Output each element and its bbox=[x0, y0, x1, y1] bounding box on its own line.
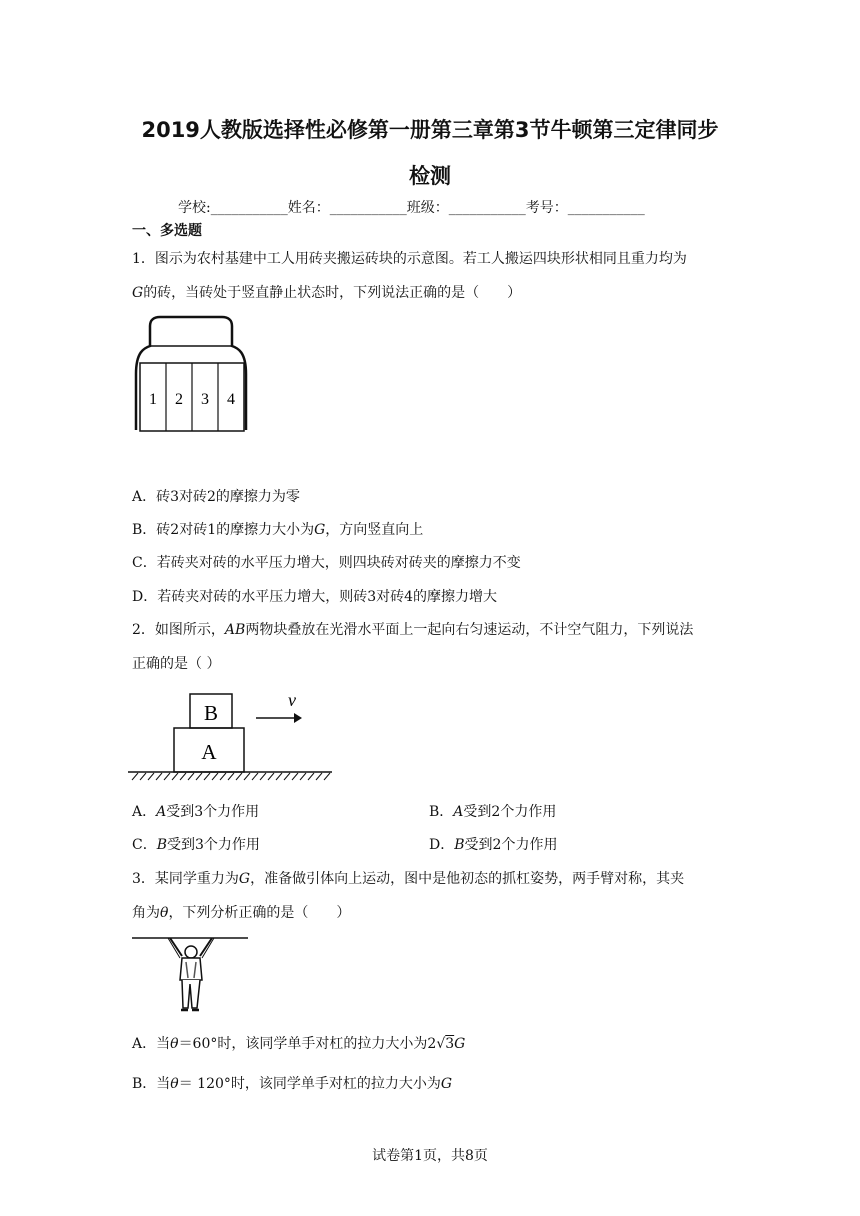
brick-label-2: 2 bbox=[175, 391, 183, 408]
q3-option-a-mid: 时，该同学单手对杠的拉力大小为 bbox=[217, 1036, 428, 1052]
q3-option-b bbox=[132, 1073, 452, 1093]
q1-option-b-text: B．砖2对砖1的摩擦力大小为 bbox=[132, 522, 315, 538]
q3-option-b-var: θ bbox=[170, 1076, 179, 1092]
q2-option-c bbox=[132, 834, 260, 854]
q2-option-b-pre: B． bbox=[429, 804, 454, 820]
section-heading: 一、多选题 bbox=[132, 223, 202, 239]
q1-stem-line1: 1．图示为农村基建中工人用砖夹搬运砖块的示意图。若工人搬运四块形状相同且重力均为 bbox=[132, 251, 687, 267]
page-footer: 试卷第1页，共8页 bbox=[372, 1148, 488, 1164]
q2-stem-var: AB bbox=[224, 622, 246, 638]
q2-option-c-pre: C． bbox=[132, 837, 157, 853]
q1-stem-rest: 的砖，当砖处于竖直静止状态时，下列说法正确的是（ ） bbox=[143, 285, 522, 301]
q2-option-b-var: A bbox=[453, 804, 464, 820]
q3-option-a-var: θ bbox=[170, 1036, 179, 1052]
q2-option-c-var: B bbox=[156, 837, 168, 853]
q1-option-b bbox=[132, 519, 423, 539]
q2-option-a-pre: A． bbox=[132, 804, 157, 820]
pull-up-figure bbox=[130, 932, 250, 1014]
q2-option-b bbox=[429, 801, 556, 821]
q1-option-a: A．砖3对砖2的摩擦力为零 bbox=[132, 489, 300, 505]
student-info-line: 学校:___________姓名：___________班级：___________考号：___________ bbox=[178, 200, 645, 216]
q3-option-b-mid: 时，该同学单手对杠的拉力大小为 bbox=[230, 1076, 441, 1092]
q1-stem-line2 bbox=[132, 282, 521, 302]
q3-stem2-pre: 角为 bbox=[132, 905, 160, 921]
q2-option-a-rest: 受到3个力作用 bbox=[166, 804, 260, 820]
q3-stem2-var: θ bbox=[160, 905, 169, 921]
q2-option-a bbox=[132, 801, 259, 821]
q1-option-b-rest: ，方向竖直向上 bbox=[325, 522, 424, 538]
q1-option-c: C．若砖夹对砖的水平压力增大，则四块砖对砖夹的摩擦力不变 bbox=[132, 555, 521, 571]
q2-option-a-var: A bbox=[156, 804, 167, 820]
q2-option-c-rest: 受到3个力作用 bbox=[167, 837, 260, 853]
q3-option-a-coef: 2 bbox=[427, 1036, 437, 1052]
brick-label-1: 1 bbox=[149, 391, 157, 408]
block-b-label: B bbox=[203, 701, 219, 725]
q3-stem2-rest: ，下列分析正确的是（ ） bbox=[168, 905, 351, 921]
q3-stem-line2 bbox=[132, 902, 350, 922]
q2-option-d-var: B bbox=[454, 837, 465, 853]
brick-label-4: 4 bbox=[227, 391, 235, 408]
stacked-blocks-figure bbox=[128, 688, 334, 784]
block-a-label: A bbox=[201, 740, 217, 764]
q1-option-b-var: G bbox=[314, 522, 326, 538]
q3-option-a bbox=[132, 1033, 465, 1053]
q2-stem-pre: 2．如图所示， bbox=[132, 622, 225, 638]
brick-clamp-figure bbox=[128, 312, 258, 437]
q3-option-a-pre: A．当 bbox=[132, 1036, 171, 1052]
velocity-label: v bbox=[288, 690, 296, 710]
q3-option-b-eq: ＝ 120° bbox=[178, 1076, 231, 1092]
q3-stem-rest: ，准备做引体向上运动，图中是他初态的抓杠姿势，两手臂对称，其夹 bbox=[250, 871, 685, 887]
q2-option-b-rest: 受到2个力作用 bbox=[463, 804, 557, 820]
q1-var-g: G bbox=[132, 285, 144, 301]
q2-option-d-pre: D． bbox=[429, 837, 455, 853]
q3-option-a-eq: ＝60° bbox=[178, 1036, 218, 1052]
q3-stem-line1 bbox=[132, 868, 684, 888]
q3-option-a-root: 3 bbox=[445, 1036, 455, 1052]
q1-option-d: D．若砖夹对砖的水平压力增大，则砖3对砖4的摩擦力增大 bbox=[132, 589, 498, 605]
doc-title: 2019人教版选择性必修第一册第三章第3节牛顿第三定律同步 bbox=[141, 118, 719, 142]
q3-option-b-pre: B．当 bbox=[132, 1076, 171, 1092]
brick-label-3: 3 bbox=[201, 391, 209, 408]
q3-stem-var: G bbox=[238, 871, 251, 887]
q3-option-a-g: G bbox=[454, 1036, 466, 1052]
q2-option-d bbox=[429, 834, 557, 854]
q3-option-b-g: G bbox=[440, 1076, 453, 1092]
q2-stem-rest: 两物块叠放在光滑水平面上一起向右匀速运动，不计空气阻力，下列说法 bbox=[245, 622, 694, 638]
q2-option-d-rest: 受到2个力作用 bbox=[464, 837, 558, 853]
q2-stem-line2: 正确的是（ ） bbox=[132, 656, 221, 672]
doc-title-line2: 检测 bbox=[409, 164, 451, 188]
sqrt-sign: √ bbox=[436, 1036, 446, 1052]
q3-stem-pre: 3．某同学重力为 bbox=[132, 871, 239, 887]
q2-stem-line1 bbox=[132, 619, 693, 639]
